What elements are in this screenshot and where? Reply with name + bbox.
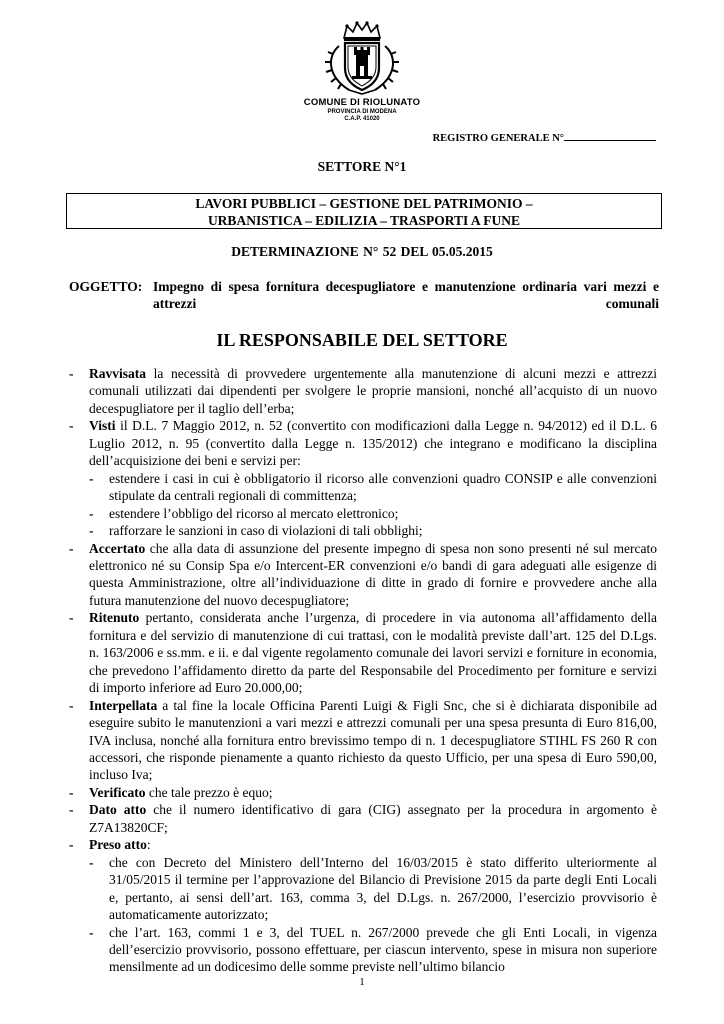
item-lead: Preso atto <box>89 837 147 853</box>
item-text: che alla data di assunzione del presente impegno di spesa non sono presenti né sul mercato elettronico né su Consip Spa e/o Intercent-ER convenzioni e/o bandi di gara adeguati alle esigenze di questa Amministrazione, oltre all’individuazione di ditte in grado di fornire e provvedere anche alla futura manutenzione del nuovo decespugliatore; <box>89 540 657 608</box>
bullet-dash: - <box>69 837 74 853</box>
sub-list-item <box>89 854 657 924</box>
sub-item-text: rafforzare le sanzioni in caso di violazioni di tali obblighi; <box>109 523 423 539</box>
page-number: 1 <box>359 976 365 988</box>
bullet-dash: - <box>69 366 74 381</box>
item-lead: Interpellata <box>89 697 158 713</box>
sector-title-line-1: LAVORI PUBBLICI – GESTIONE DEL PATRIMONIO – <box>195 196 533 211</box>
list-item <box>69 836 657 853</box>
bullet-dash: - <box>69 802 74 818</box>
list-item <box>69 540 657 610</box>
document-body <box>69 365 657 976</box>
sector-title-box <box>66 193 662 229</box>
subject-text: Impegno di spesa fornitura decespugliatore e manutenzione ordinaria vari mezzi e attrezzi comunali <box>153 279 659 311</box>
item-text: che tale prezzo è equo; <box>145 784 273 800</box>
item-text: pertanto, considerata anche l’urgenza, di procedere in via autonoma all’affidamento della fornitura e del servizio di manutenzione di cui trattasi, con le modalità previste dall’art. 125 del D.Lgs. n. 163/2006 e ss.mm. e ii. e dal vigente regolamento comunale dei lavori servizi e forniture in economia, che prevedono l’affidamento diretto da parte del Responsabile del Procedimento per forniture e servizi di importo inferiore ad Euro 20.000,00; <box>89 610 657 696</box>
sub-list-item <box>89 470 657 505</box>
item-lead: Accertato <box>89 540 146 556</box>
registro-blank-line <box>564 131 656 141</box>
determination-heading: DETERMINAZIONE N° 52 DEL 05.05.2015 <box>231 244 493 259</box>
registro-generale <box>433 131 656 144</box>
item-lead: Verificato <box>89 784 146 800</box>
item-lead: Dato atto <box>89 802 147 818</box>
item-text: a tal fine la locale Officina Parenti Luigi & Figli Snc, che si è dichiarata disponibile ad eseguire subito le manutenzioni a vari mezzi e attrezzi comunali per una spesa presunta di Euro 816,00, IVA inclusa, nonché alla fornitura entro brevissimo tempo di n. 1 decespugliatore STIHL FS 260 R con accessori, che risponde pienamente a quanto richiesto da questo Ufficio, per una spesa di Euro 590,00, incluso Iva; <box>89 697 657 783</box>
sector-number: SETTORE N°1 <box>317 159 407 174</box>
responsible-heading: IL RESPONSABILE DEL SETTORE <box>216 330 508 350</box>
item-lead: Visti <box>89 418 116 434</box>
bullet-dash: - <box>89 523 94 539</box>
organization-name: COMUNE DI RIOLUNATO <box>303 97 421 108</box>
organization-header <box>262 98 462 122</box>
item-text: la necessità di provvedere urgentemente alla manutenzione di alcuni mezzi e attrezzi comunali utilizzati dai dipendenti per svolgere le proprie mansioni, nonché all’acquisto di un nuovo decespugliatore per il taglio dell’erba; <box>89 366 657 416</box>
organization-cap: C.A.P. 41020 <box>344 115 380 122</box>
list-item <box>69 417 657 469</box>
bullet-dash: - <box>69 418 74 434</box>
list-item <box>69 365 657 417</box>
sub-item-text: estendere i casi in cui è obbligatorio il ricorso alle convenzioni quadro CONSIP e alle convenzioni stipulate da centrali regionali di committenza; <box>109 470 657 504</box>
item-text: : <box>146 837 151 853</box>
sub-list-item <box>89 924 657 976</box>
municipal-coat-of-arms-icon <box>319 20 405 96</box>
sector-title-line-2: URBANISTICA – EDILIZIA – TRASPORTI A FUNE <box>207 213 521 228</box>
organization-province: PROVINCIA DI MODENA <box>327 108 397 115</box>
item-text: il D.L. 7 Maggio 2012, n. 52 (convertito con modificazioni dalla Legge n. 94/2012) ed il D.L. 6 Luglio 2012, n. 95 (convertito dalla Legge n. 135/2012) che integrano e modificano la disciplina dell’acquisizione dei beni e servizi per: <box>89 418 657 469</box>
bullet-dash: - <box>89 924 94 940</box>
list-item <box>69 784 657 801</box>
bullet-dash: - <box>69 540 74 556</box>
list-item <box>69 609 657 696</box>
bullet-dash: - <box>89 505 94 521</box>
sub-list-item <box>89 522 657 539</box>
list-item <box>69 801 657 836</box>
sub-item-text: che l’art. 163, commi 1 e 3, del TUEL n. 267/2000 prevede che gli Enti Locali, in vigenza dell’esercizio provvisorio, possono effettuare, per ciascun intervento, spese in misura non superiore mensilmente ad un dodicesimo delle somme previste nell’ultimo bilancio <box>109 924 657 975</box>
sub-item-text: che con Decreto del Ministero dell’Interno del 16/03/2015 è stato differito ulteriormente al 31/05/2015 il termine per l’approvazione del Bilancio di Previsione 2015 da parte degli Enti Locali e, pertanto, ai sensi dell’art. 163, comma 3, del D.Lgs. n. 267/2000, l’esercizio provvisorio è automaticamente autorizzato; <box>109 854 657 923</box>
item-text: che il numero identificativo di gara (CIG) assegnato per la procedura in argomento è Z7A13820CF; <box>89 802 657 835</box>
sub-item-text: estendere l’obbligo del ricorso al mercato elettronico; <box>109 505 399 521</box>
bullet-dash: - <box>69 697 74 713</box>
sub-list-item <box>89 505 657 522</box>
bullet-dash: - <box>69 784 74 800</box>
sub-list <box>69 854 657 976</box>
item-lead: Ritenuto <box>89 610 140 626</box>
bullet-dash: - <box>89 854 94 870</box>
list-item <box>69 697 657 784</box>
subject-label: OGGETTO: <box>69 279 143 294</box>
registro-label: REGISTRO GENERALE N° <box>432 133 564 144</box>
sub-list <box>69 470 657 540</box>
item-lead: Ravvisata <box>89 366 146 381</box>
bullet-dash: - <box>69 610 74 626</box>
bullet-dash: - <box>89 470 94 486</box>
